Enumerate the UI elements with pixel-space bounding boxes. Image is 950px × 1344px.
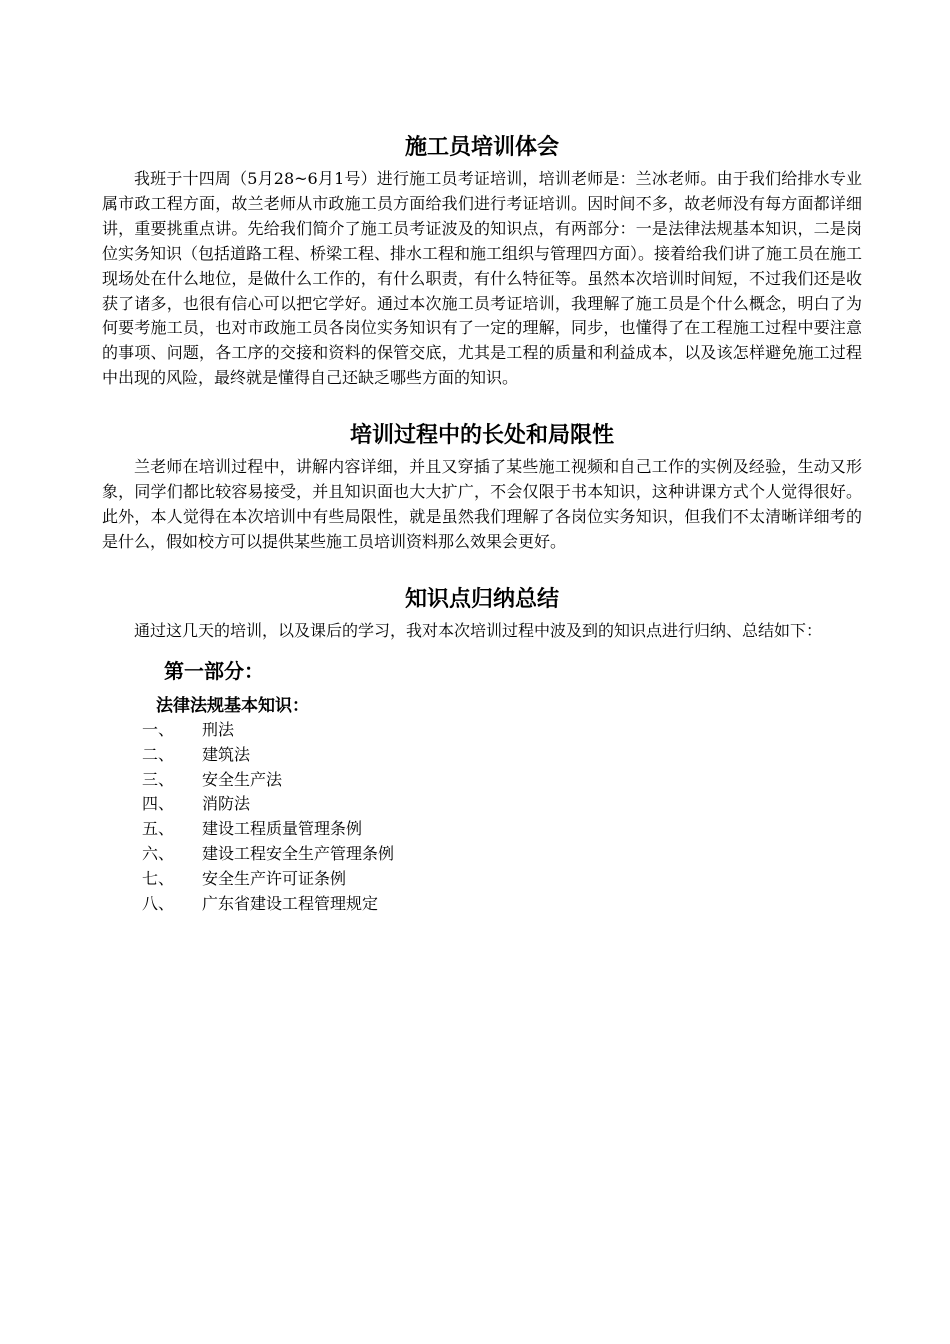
laws-regulations-title: 法律法规基本知识： — [156, 695, 309, 716]
section-paragraph-strengths-limitations: 兰老师在培训过程中，讲解内容详细，并且又穿插了某些施工视频和自己工作的实例及经验，生动又形象，同学们都比较容易接受，并且知识面也大大扩广，不会仅限于书本知识，这种讲课方式个人觉得很好。此外，本人觉得在本次培训中有些局限性，就是虽然我们理解了各岗位实务知识，但我们不太清晰详细考的是什么，假如校方可以提供某些施工员培训资料那么效果会更好。 — [102, 457, 862, 551]
list-item-number: 二、 — [142, 744, 175, 764]
list-item — [142, 817, 862, 842]
list-item — [142, 892, 862, 917]
list-item-text: 建设工程质量管理条例 — [202, 819, 363, 839]
list-item-number: 五、 — [142, 819, 175, 839]
list-item — [142, 768, 862, 793]
list-item — [142, 792, 862, 817]
list-item-text: 广东省建设工程管理规定 — [202, 894, 379, 914]
list-item-number: 四、 — [142, 794, 175, 814]
section-title-training-experience: 施工员培训体会 — [404, 135, 559, 160]
list-item — [142, 842, 862, 867]
section-paragraph-training-experience: 我班于十四周（5月28~6月1号）进行施工员考证培训，培训老师是：兰冰老师。由于我们给排水专业属市政工程方面，故兰老师从市政施工员方面给我们进行考证培训。因时间不多，故老师没有每方面都详细讲，重要挑重点讲。先给我们简介了施工员考证波及的知识点，有两部分：一是法律法规基本知识，二是岗位实务知识（包括道路工程、桥梁工程、排水工程和施工组织与管理四方面）。接着给我们讲了施工员在施工现场处在什么地位，是做什么工作的，有什么职责，有什么特征等。虽然本次培训时间短，不过我们还是收获了诸多，也很有信心可以把它学好。通过本次施工员考证培训，我理解了施工员是个什么概念，明白了为何要考施工员，也对市政施工员各岗位实务知识有了一定的理解，同步，也懂得了在工程施工过程中要注意的事项、问题，各工序的交接和资料的保管交底，尤其是工程的质量和利益成本，以及该怎样避免施工过程中出现的风险，最终就是懂得自己还缺乏哪些方面的知识。 — [102, 169, 863, 388]
list-item-number: 八、 — [142, 894, 175, 914]
part-one-title: 第一部分： — [164, 658, 264, 683]
list-item-text: 刑法 — [202, 719, 235, 739]
list-item-number: 一、 — [142, 719, 175, 739]
list-item-number: 七、 — [142, 869, 175, 889]
list-item-number: 六、 — [142, 844, 175, 864]
list-item-text: 消防法 — [202, 794, 251, 814]
list-item-text: 建设工程安全生产管理条例 — [202, 844, 395, 864]
section-title-strengths-limitations: 培训过程中的长处和局限性 — [349, 423, 614, 449]
list-item-text: 建筑法 — [202, 744, 251, 764]
law-list — [102, 718, 862, 917]
document-page — [102, 128, 862, 917]
list-item — [142, 867, 862, 892]
list-item-text: 安全生产法 — [202, 769, 283, 789]
list-item-text: 安全生产许可证条例 — [202, 869, 347, 889]
section-title-knowledge-summary: 知识点归纳总结 — [404, 586, 559, 612]
list-item — [142, 718, 862, 743]
section-paragraph-knowledge-summary: 通过这几天的培训，以及课后的学习，我对本次培训过程中波及到的知识点进行归纳、总结如下： — [134, 620, 823, 640]
list-item-number: 三、 — [142, 769, 175, 789]
list-item — [142, 743, 862, 768]
